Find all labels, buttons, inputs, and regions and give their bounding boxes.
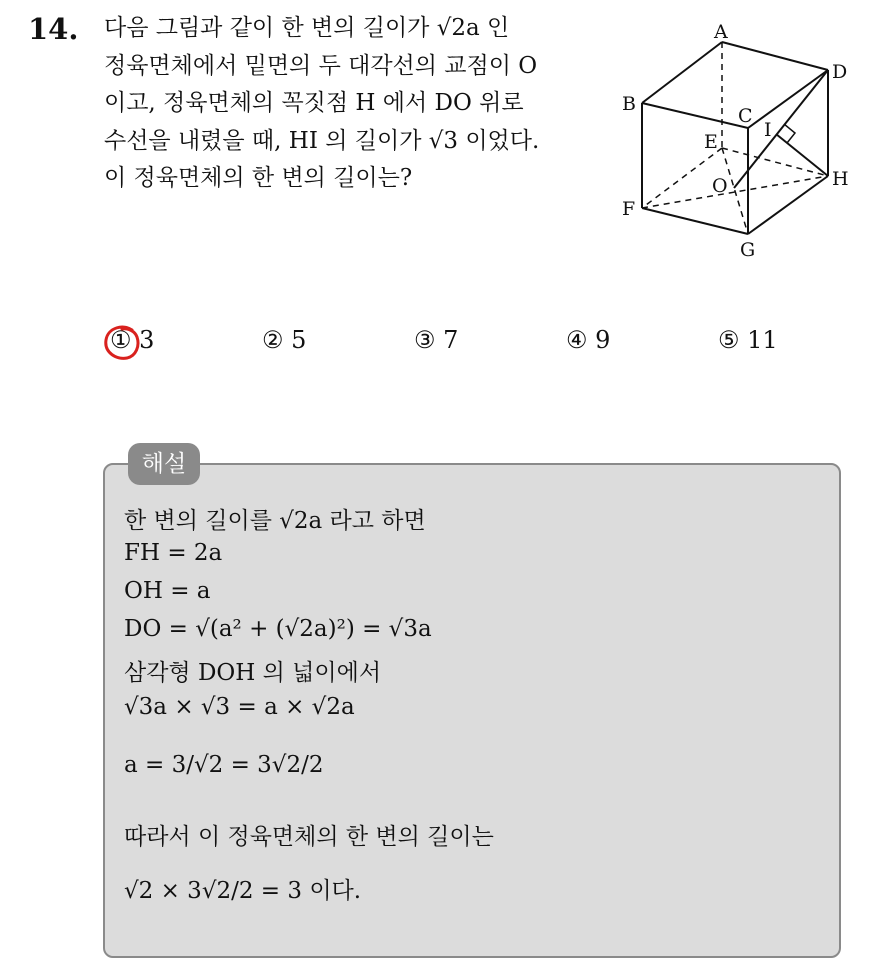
solution-line-1: 한 변의 길이를 √2a 라고 하면	[124, 508, 426, 534]
edge-GF	[642, 208, 748, 234]
question-line-3: 이고, 정육면체의 꼭짓점 H 에서 DO 위로	[104, 90, 524, 116]
label-B: B	[622, 93, 636, 115]
edge-AD	[722, 42, 828, 70]
choice-5[interactable]: ⑤ 11	[718, 326, 778, 354]
label-A: A	[714, 21, 728, 43]
question-line-2: 정육면체에서 밑면의 두 대각선의 교점이 O	[104, 52, 538, 79]
choice-2[interactable]: ② 5	[262, 326, 307, 354]
edge-BC	[642, 103, 748, 128]
label-I: I	[764, 119, 772, 141]
question-line-5: 이 정육면체의 한 변의 길이는?	[104, 165, 413, 191]
solution-tag: 해설	[128, 443, 200, 485]
solution-line-8: 따라서 이 정육면체의 한 변의 길이는	[124, 824, 494, 850]
label-O: O	[712, 175, 728, 197]
choice-3[interactable]: ③ 7	[414, 326, 459, 354]
solution-line-4: DO = √(a² + (√2a)²) = √3a	[124, 616, 432, 642]
right-angle-mark	[784, 124, 795, 143]
label-G: G	[740, 239, 756, 261]
question-text	[104, 10, 604, 198]
label-D: D	[832, 61, 848, 83]
solution-line-9: √2 × 3√2/2 = 3 이다.	[124, 878, 362, 904]
question-line-1: 다음 그림과 같이 한 변의 길이가 √2a 인	[104, 15, 510, 41]
choice-1[interactable]: ① 3	[110, 326, 155, 354]
question-number: 14.	[28, 12, 79, 46]
label-C: C	[738, 105, 753, 127]
cube-figure	[616, 18, 866, 268]
solution-line-2: FH = 2a	[124, 540, 223, 566]
question-line-4: 수선을 내렸을 때, HI 의 길이가 √3 이었다.	[104, 127, 540, 154]
label-F: F	[622, 198, 636, 220]
solution-line-6: √3a × √3 = a × √2a	[124, 694, 355, 720]
choice-4[interactable]: ④ 9	[566, 326, 611, 354]
solution-line-5: 삼각형 DOH 의 넓이에서	[124, 660, 382, 686]
answer-circle-mark	[102, 322, 142, 362]
label-H: H	[832, 168, 849, 190]
label-E: E	[704, 131, 718, 153]
hidden-edge-EF	[642, 148, 722, 208]
edge-HG	[748, 176, 828, 234]
solution-line-3: OH = a	[124, 578, 211, 604]
solution-line-7: a = 3/√2 = 3√2/2	[124, 752, 324, 778]
edge-BA	[642, 42, 722, 103]
